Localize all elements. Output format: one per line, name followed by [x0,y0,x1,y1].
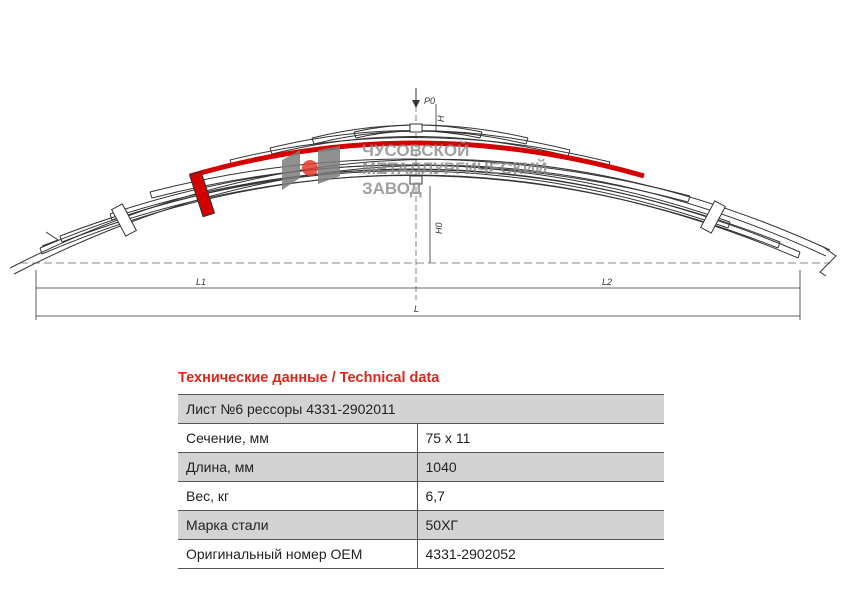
table-row [178,482,664,511]
table-row [178,424,664,453]
spec-header: Лист №6 рессоры 4331-2902011 [178,395,664,424]
label-l2: L2 [602,277,613,287]
row-label: Вес, кг [178,482,417,511]
row-value: 6,7 [417,482,664,511]
watermark-line2: МЕТАЛЛУРГИЧЕСКИЙ [362,159,548,178]
label-l: L [414,304,420,314]
row-label: Марка стали [178,511,417,540]
table-row [178,453,664,482]
spec-title: Технические данные / Technical data [178,370,440,386]
watermark-line1: ЧУСОВСКОЙ [362,141,470,160]
row-value: 75 х 11 [417,424,664,453]
center-bolt-top [410,124,422,132]
table-row [178,511,664,540]
label-h: H [436,115,446,122]
spec-header-row [178,395,664,424]
label-l1: L1 [196,277,207,287]
watermark-line3: ЗАВОД [362,179,422,198]
row-value: 1040 [417,453,664,482]
label-p: P0 [424,96,436,106]
row-label: Сечение, мм [178,424,417,453]
row-label: Оригинальный номер OEM [178,540,417,569]
label-h0: H0 [434,222,444,234]
load-arrow-head [412,100,420,108]
row-value: 50ХГ [417,511,664,540]
row-label: Длина, мм [178,453,417,482]
right-eye [820,246,836,276]
spec-table [178,394,664,569]
table-row [178,540,664,569]
logo-dot [302,160,318,176]
row-value: 4331-2902052 [417,540,664,569]
